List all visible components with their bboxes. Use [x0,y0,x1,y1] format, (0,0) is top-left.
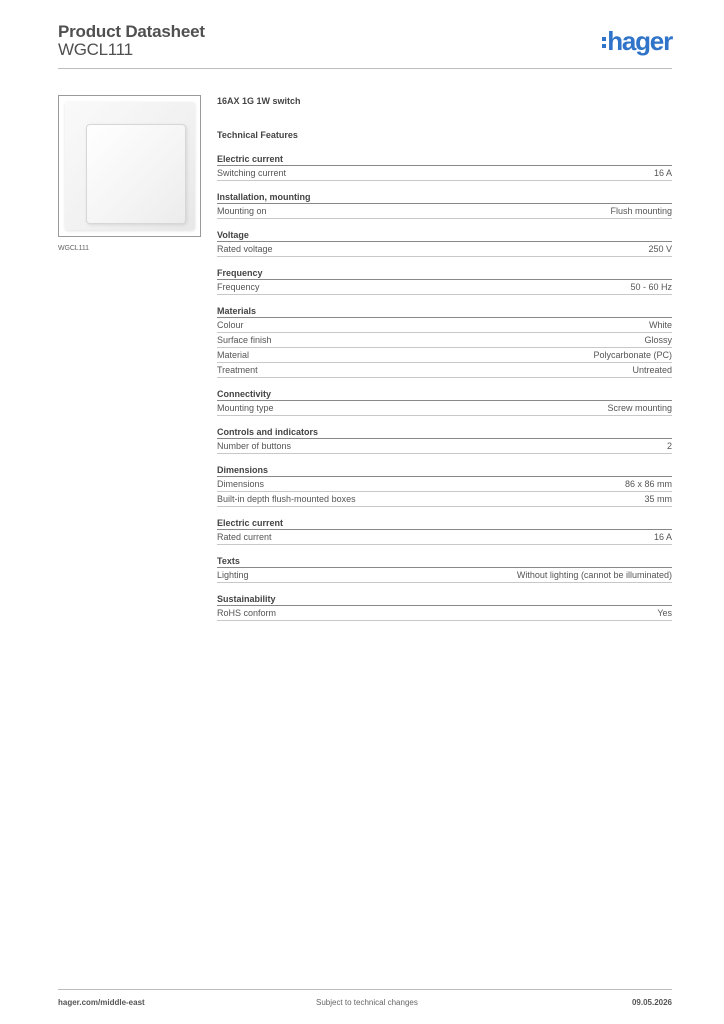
spec-row [217,333,672,348]
feature-section [217,305,672,378]
spec-label: Lighting [217,570,249,580]
logo-text: hager [607,26,672,56]
spec-label: RoHS conform [217,608,277,618]
section-title: Installation, mounting [217,191,672,204]
spec-label: Frequency [217,282,260,292]
spec-row [217,318,672,333]
spec-value: Untreated [632,365,672,375]
datasheet-content [217,94,672,621]
spec-row [217,348,672,363]
section-title: Electric current [217,153,672,166]
spec-row [217,401,672,416]
spec-value: 86 x 86 mm [624,479,672,489]
spec-value: Yes [657,608,672,618]
spec-value: Glossy [644,335,672,345]
image-caption: WGCL111 [58,245,89,252]
spec-row [217,242,672,257]
switch-plate-image [65,102,195,230]
section-title: Connectivity [217,388,672,401]
feature-section [217,517,672,545]
footer-date: 09.05.2026 [631,998,672,1007]
spec-value: 2 [666,441,672,451]
section-title: Texts [217,555,672,568]
feature-section [217,464,672,507]
section-title: Materials [217,305,672,318]
spec-label: Colour [217,320,244,330]
logo-dots-icon [602,34,606,48]
feature-section [217,426,672,454]
spec-row [217,280,672,295]
section-title: Frequency [217,267,672,280]
section-title: Electric current [217,517,672,530]
spec-label: Rated current [217,532,272,542]
spec-label: Switching current [217,168,287,178]
product-name: 16AX 1G 1W switch [217,96,301,106]
page-header [58,20,672,68]
spec-row [217,568,672,583]
footer-website: hager.com/middle-east [58,998,145,1007]
hager-logo [602,26,672,56]
document-title: Product Datasheet [58,22,205,41]
feature-section [217,555,672,583]
spec-value: 16 A [653,532,672,542]
footer-notice: Subject to technical changes [316,998,418,1007]
feature-section [217,229,672,257]
spec-value: 35 mm [644,494,672,504]
section-title: Sustainability [217,593,672,606]
footer-divider [58,989,672,990]
spec-label: Dimensions [217,479,265,489]
feature-section [217,191,672,219]
spec-label: Mounting type [217,403,274,413]
spec-value: 50 - 60 Hz [630,282,672,292]
spec-value: 16 A [653,168,672,178]
product-image [58,95,201,237]
header-divider [58,68,672,69]
spec-label: Mounting on [217,206,267,216]
feature-section [217,388,672,416]
spec-row [217,492,672,507]
feature-sections [217,153,672,621]
spec-value: Polycarbonate (PC) [593,350,672,360]
switch-rocker-image [86,124,186,224]
spec-label: Treatment [217,365,258,375]
section-title: Dimensions [217,464,672,477]
spec-row [217,606,672,621]
spec-row [217,530,672,545]
product-code: WGCL111 [58,40,133,59]
spec-row [217,363,672,378]
section-title: Controls and indicators [217,426,672,439]
spec-label: Number of buttons [217,441,292,451]
spec-row [217,439,672,454]
spec-value: Flush mounting [610,206,672,216]
spec-label: Built-in depth flush-mounted boxes [217,494,356,504]
spec-label: Rated voltage [217,244,273,254]
spec-row [217,166,672,181]
spec-label: Surface finish [217,335,272,345]
spec-value: 250 V [648,244,672,254]
feature-section [217,593,672,621]
spec-row [217,204,672,219]
spec-row [217,477,672,492]
feature-section [217,153,672,181]
spec-value: White [648,320,672,330]
spec-label: Material [217,350,250,360]
spec-value: Screw mounting [607,403,672,413]
spec-value: Without lighting (cannot be illuminated) [516,570,672,580]
section-title: Voltage [217,229,672,242]
technical-features-heading: Technical Features [217,130,298,140]
feature-section [217,267,672,295]
